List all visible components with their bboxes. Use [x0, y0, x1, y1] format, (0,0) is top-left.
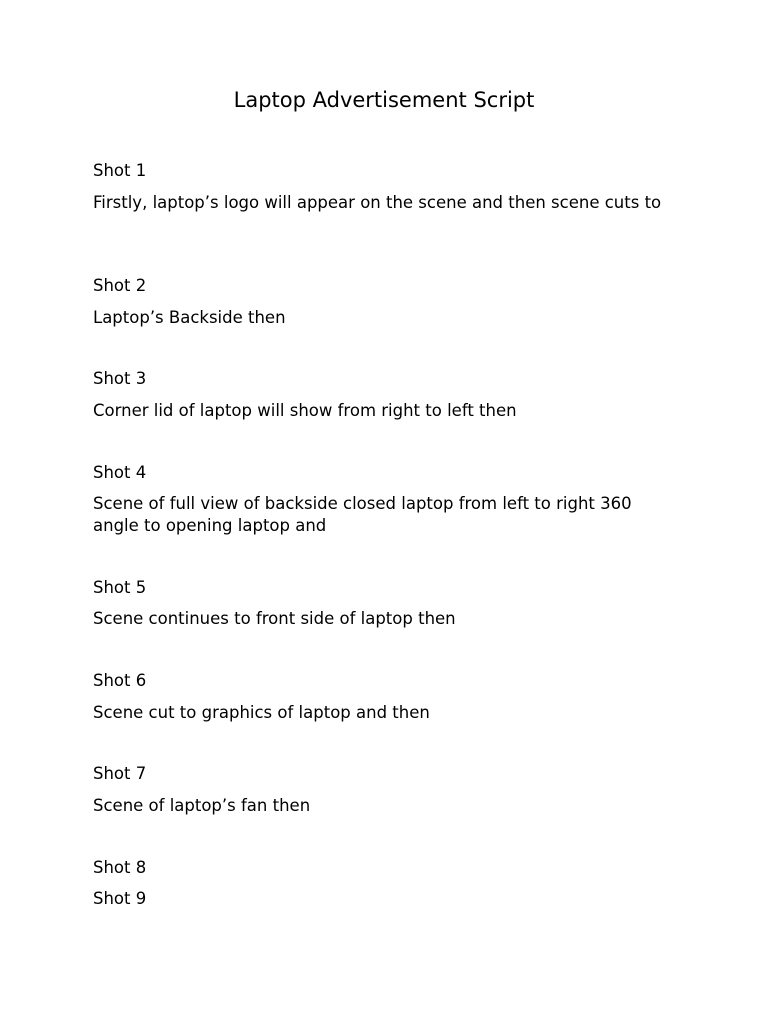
shot-7-text: Scene of laptop’s fan then	[93, 796, 311, 815]
shot-8-heading: Shot 8	[93, 858, 147, 877]
shot-2-heading: Shot 2	[93, 276, 147, 295]
shot-7-heading: Shot 7	[93, 764, 147, 783]
shot-6-text: Scene cut to graphics of laptop and then	[93, 703, 430, 722]
shot-2-text: Laptop’s Backside then	[93, 308, 286, 327]
shot-3-heading: Shot 3	[93, 369, 147, 388]
shot-4-heading: Shot 4	[93, 463, 147, 482]
shot-1-heading: Shot 1	[93, 161, 147, 180]
shot-4-text: Scene of full view of backside closed laptop from left to right 360 angle to opening laptop and	[93, 494, 632, 535]
shot-1-text: Firstly, laptop’s logo will appear on the scene and then scene cuts to	[93, 193, 662, 212]
shot-6-heading: Shot 6	[93, 671, 147, 690]
shot-5-heading: Shot 5	[93, 578, 147, 597]
shot-3-text: Corner lid of laptop will show from right to left then	[93, 401, 517, 420]
shot-5-text: Scene continues to front side of laptop then	[93, 609, 456, 628]
shot-9-heading: Shot 9	[93, 889, 147, 908]
document-title: Laptop Advertisement Script	[233, 88, 535, 112]
